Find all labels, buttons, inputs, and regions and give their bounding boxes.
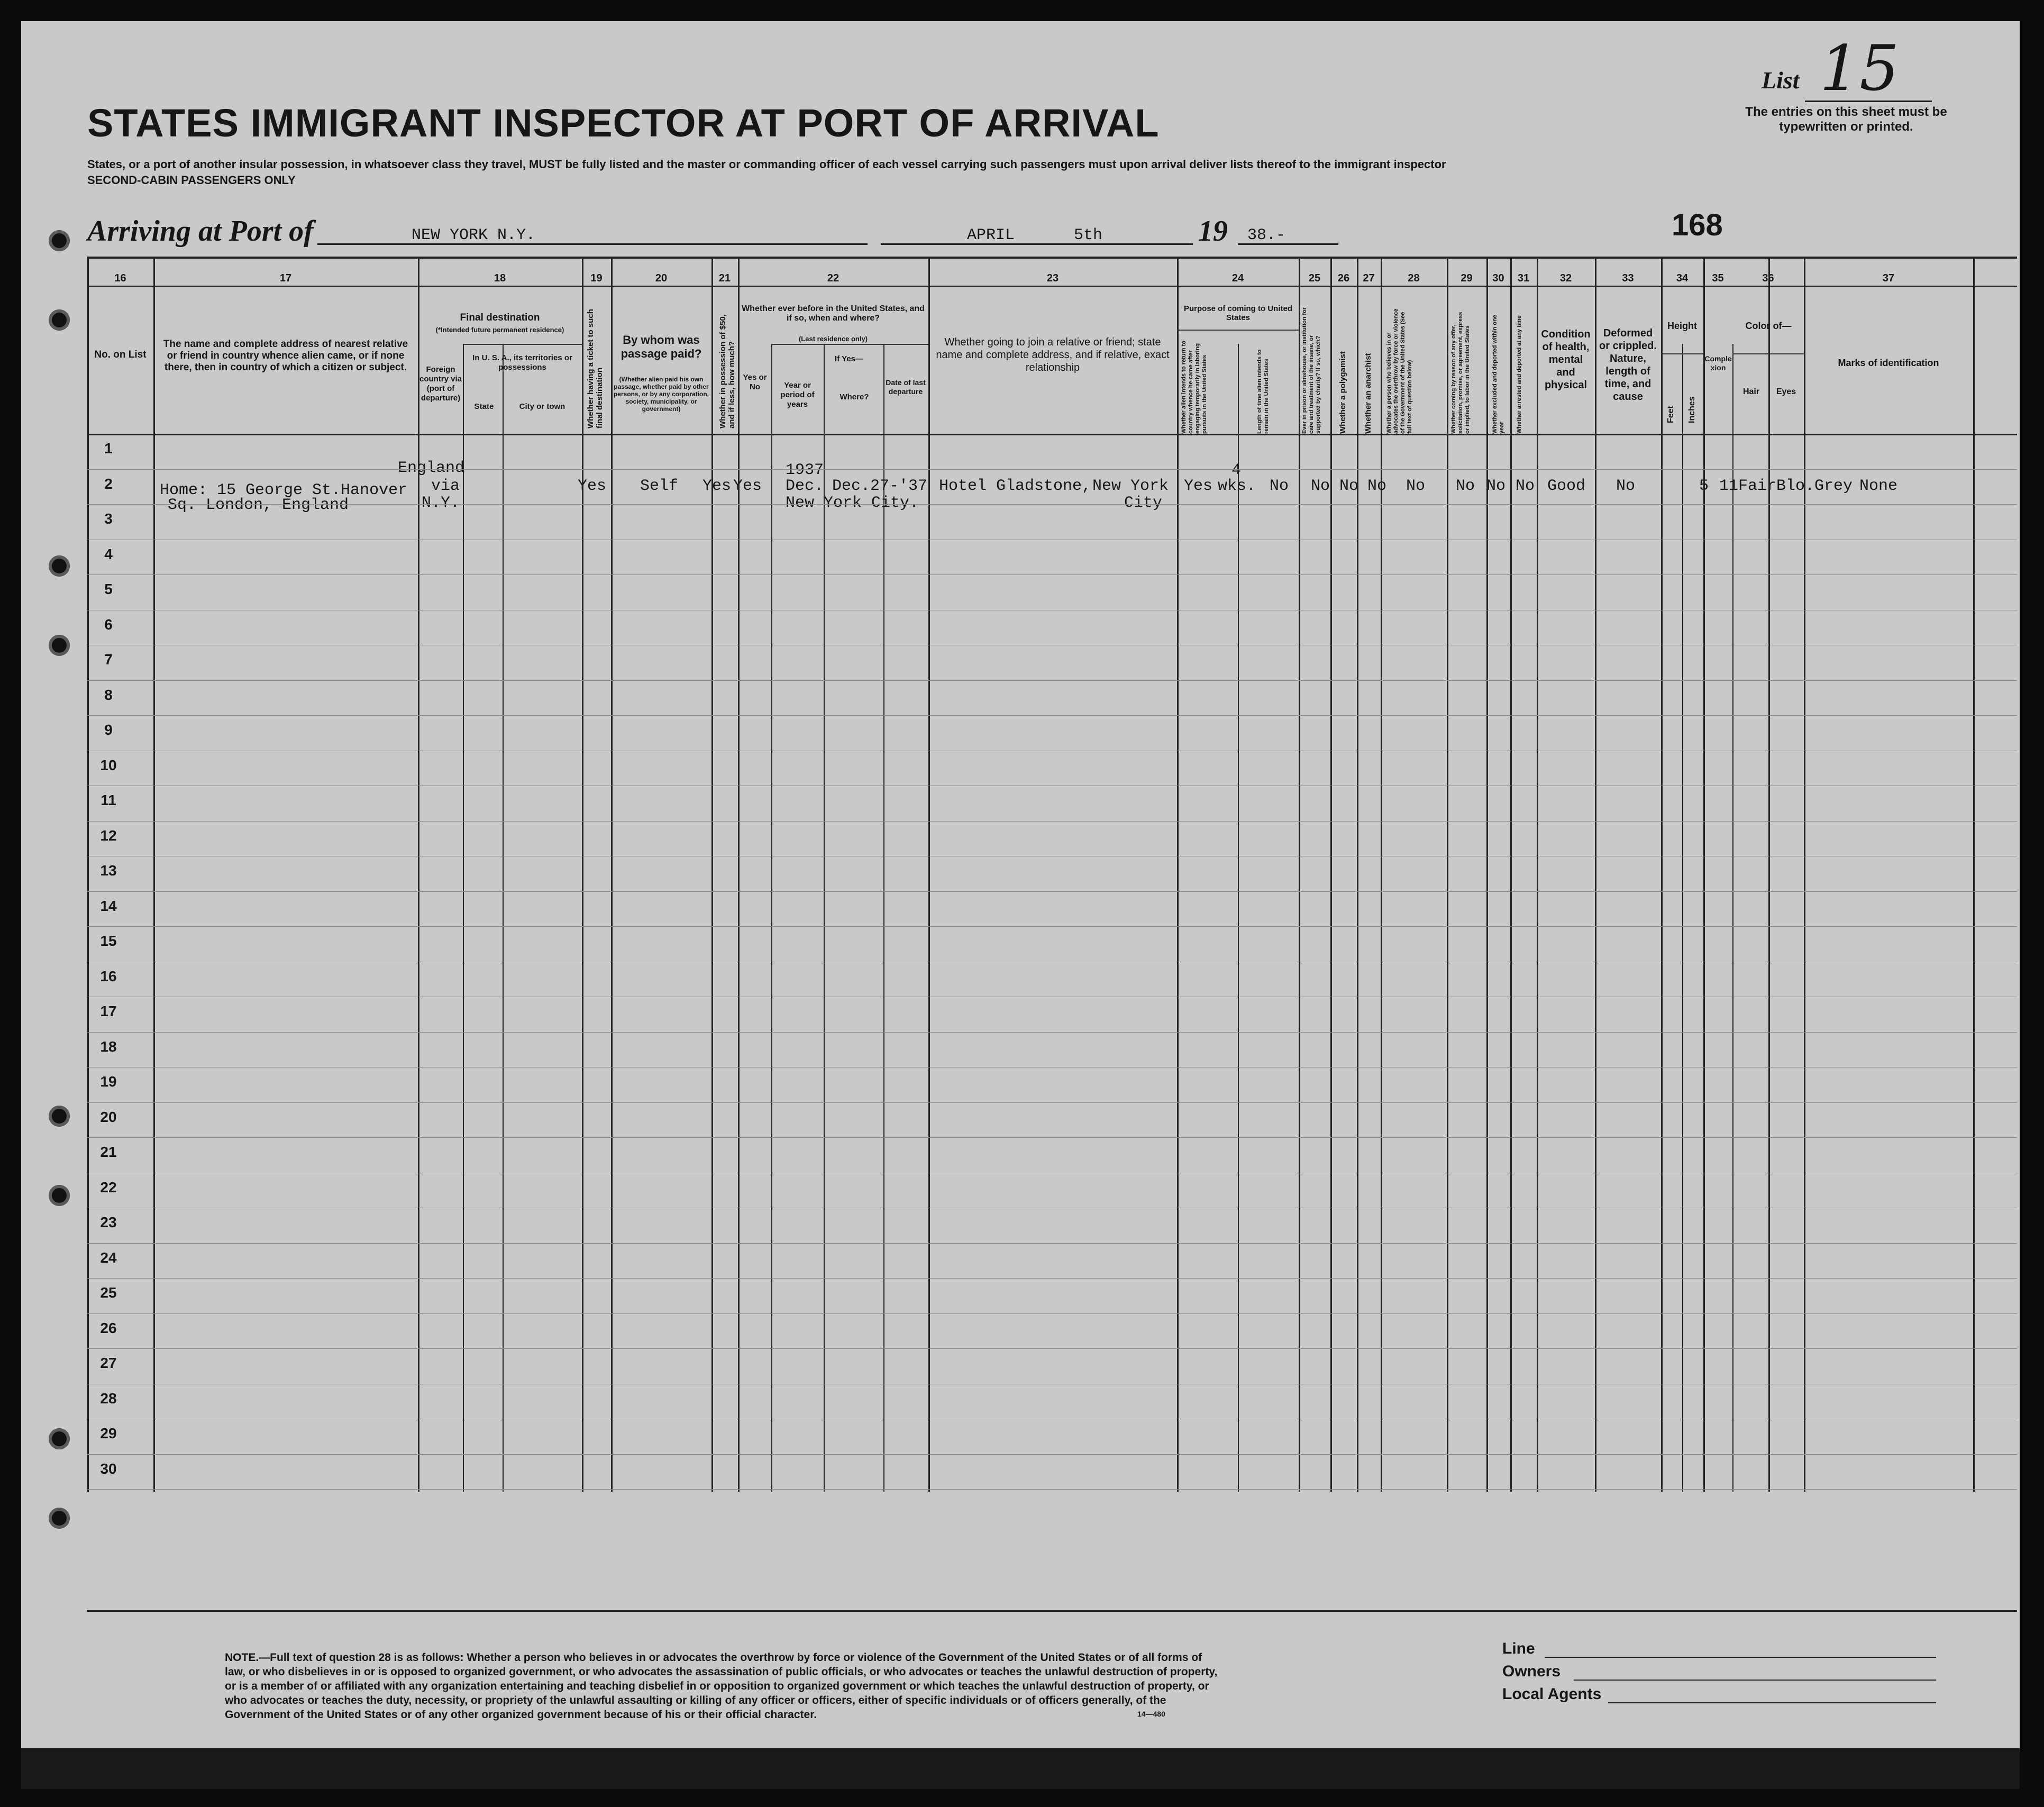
header-hair: Hair bbox=[1742, 387, 1760, 396]
footer-line-label: Line bbox=[1502, 1640, 1535, 1657]
colnum-33: 33 bbox=[1622, 272, 1634, 284]
row-number: 28 bbox=[100, 1390, 117, 1407]
row-number: 3 bbox=[104, 510, 113, 527]
colnum-25: 25 bbox=[1308, 272, 1321, 284]
header-eyes: Eyes bbox=[1776, 387, 1796, 396]
header-height: Height bbox=[1667, 321, 1697, 331]
colnum-27: 27 bbox=[1363, 272, 1375, 284]
row-divider bbox=[87, 286, 2017, 287]
column-divider bbox=[738, 257, 740, 1492]
binder-hole-icon bbox=[49, 1106, 70, 1127]
header-date-departure: Date of last departure bbox=[886, 378, 926, 396]
month-value: APRIL bbox=[967, 226, 1015, 244]
colnum-37: 37 bbox=[1882, 272, 1895, 284]
colnum-19: 19 bbox=[590, 272, 603, 284]
header-final-destination: Final destination bbox=[460, 312, 540, 323]
entry-where: New York City. bbox=[786, 494, 919, 512]
entry-passage-paid: Self bbox=[640, 477, 679, 495]
footer-agents-label: Local Agents bbox=[1502, 1685, 1602, 1703]
date-underline bbox=[881, 243, 1193, 245]
row-number: 12 bbox=[100, 827, 117, 844]
footer-line-underline bbox=[1545, 1657, 1936, 1658]
header-feet: Feet bbox=[1666, 406, 1675, 423]
entry-period-year: 1937 bbox=[786, 461, 824, 479]
entry-stay-top: 4 bbox=[1231, 461, 1242, 479]
subtitle-line1: States, or a port of another insular possession, in whatsoever class they travel, MUST be fully listed and the master or commanding officer of each vessel carrying such passengers must upon arrival deliver lists thereof to the immigrant inspector bbox=[87, 158, 1446, 171]
header-polygamist: Whether a polygamist bbox=[1338, 351, 1347, 434]
row-divider bbox=[87, 821, 2017, 822]
binder-hole-icon bbox=[49, 635, 70, 656]
row-number: 15 bbox=[100, 933, 117, 949]
header-where: Where? bbox=[840, 393, 869, 401]
row-number: 19 bbox=[100, 1073, 117, 1090]
header-health: Condition of health, mental and physical bbox=[1541, 328, 1591, 391]
row-number: 5 bbox=[104, 581, 113, 597]
form-code: 14—480 bbox=[1137, 1710, 1165, 1718]
sheet-number: 168 bbox=[1672, 208, 1723, 242]
colnum-32: 32 bbox=[1559, 272, 1572, 284]
row-divider bbox=[771, 344, 928, 345]
binder-hole-icon bbox=[49, 230, 70, 251]
list-label: List bbox=[1762, 67, 1800, 94]
column-divider bbox=[1510, 257, 1512, 1492]
row-divider bbox=[87, 891, 2017, 892]
row-number: 4 bbox=[104, 545, 113, 562]
row-number: 9 bbox=[104, 722, 113, 738]
row-divider bbox=[87, 715, 2017, 716]
header-ticket: Whether having a ticket to such final destination bbox=[586, 309, 604, 428]
port-value: NEW YORK N.Y. bbox=[412, 226, 536, 244]
row-divider bbox=[87, 504, 2017, 505]
colnum-29: 29 bbox=[1461, 272, 1473, 284]
entry-deformed: No bbox=[1616, 477, 1636, 495]
row-number: 1 bbox=[104, 440, 113, 457]
header-passage-paid-note: (Whether alien paid his own passage, whether paid by other persons, or by any corporation, society, municipality, or government) bbox=[613, 376, 709, 413]
entry-date-departure: Dec.27-'37 bbox=[832, 477, 928, 495]
column-divider bbox=[418, 257, 419, 1492]
arriving-label: Arriving at Port of bbox=[87, 215, 314, 248]
header-if-yes: If Yes— bbox=[835, 354, 863, 363]
header-period: Year or period of years bbox=[780, 381, 815, 409]
row-number: 14 bbox=[100, 897, 117, 914]
entry-c27: No bbox=[1339, 477, 1359, 495]
header-inches: Inches bbox=[1687, 396, 1696, 423]
header-final-destination-note: (*Intended future permanent residence) bbox=[435, 326, 564, 334]
entry-period-month: Dec. bbox=[786, 477, 824, 495]
colnum-20: 20 bbox=[655, 272, 668, 284]
entry-fifty-dollars: Yes bbox=[702, 477, 732, 495]
column-divider bbox=[928, 257, 930, 1492]
row-number: 6 bbox=[104, 616, 113, 633]
entry-joining-line3: City bbox=[1124, 494, 1163, 512]
colnum-30: 30 bbox=[1492, 272, 1504, 284]
entry-c28: No bbox=[1367, 477, 1387, 495]
entry-inches: 11 bbox=[1719, 477, 1739, 495]
header-length-stay: Length of time alien intends to remain in the United States bbox=[1256, 349, 1270, 434]
column-divider bbox=[1330, 257, 1332, 1492]
column-divider bbox=[1486, 257, 1488, 1492]
header-arrested: Whether arrested and deported at any time bbox=[1516, 315, 1522, 434]
entry-via-port: N.Y. bbox=[422, 494, 460, 512]
row-number: 23 bbox=[100, 1214, 117, 1230]
entry-joining-line1: Hotel Gladstone, bbox=[939, 477, 1092, 495]
row-number: 24 bbox=[100, 1249, 117, 1266]
header-excluded: Whether excluded and deported within one year bbox=[1492, 315, 1505, 434]
header-purpose: Purpose of coming to United States bbox=[1184, 304, 1292, 322]
column-divider bbox=[463, 344, 464, 1492]
manifest-table bbox=[87, 257, 2017, 1612]
entry-health: Good bbox=[1547, 477, 1586, 495]
row-divider bbox=[87, 1313, 2017, 1314]
row-number: 25 bbox=[100, 1284, 117, 1301]
column-divider bbox=[1177, 257, 1179, 1492]
column-divider bbox=[1661, 257, 1663, 1492]
entry-c26: No bbox=[1311, 477, 1330, 495]
entry-c31: No bbox=[1486, 477, 1506, 495]
row-divider bbox=[87, 574, 2017, 575]
colnum-28: 28 bbox=[1408, 272, 1420, 284]
column-divider bbox=[1299, 257, 1300, 1492]
row-number: 30 bbox=[100, 1460, 117, 1477]
colnum-21: 21 bbox=[718, 272, 731, 284]
colnum-17: 17 bbox=[279, 272, 292, 284]
entry-foreign-country: England bbox=[398, 459, 465, 477]
subtitle-line2: SECOND-CABIN PASSENGERS ONLY bbox=[87, 174, 296, 187]
binder-hole-icon bbox=[49, 309, 70, 331]
colnum-36: 36 bbox=[1762, 272, 1774, 284]
header-deformed: Deformed or crippled. Nature, length of time, and cause bbox=[1599, 327, 1657, 403]
colnum-34: 34 bbox=[1676, 272, 1689, 284]
column-divider bbox=[824, 344, 825, 1492]
entries-note: The entries on this sheet must be typewritten or printed. bbox=[1745, 105, 1947, 134]
header-color: Color of— bbox=[1745, 321, 1792, 331]
column-divider bbox=[1238, 344, 1239, 1492]
header-no-on-list: No. on List bbox=[94, 349, 147, 360]
header-passage-paid: By whom was passage paid? bbox=[620, 333, 702, 360]
year-prefix: 19 bbox=[1198, 215, 1228, 248]
entry-return: Yes bbox=[1184, 477, 1213, 495]
row-divider bbox=[87, 1489, 2017, 1490]
colnum-16: 16 bbox=[114, 272, 126, 284]
row-divider bbox=[87, 1032, 2017, 1033]
entry-via: via bbox=[431, 477, 460, 495]
row-divider bbox=[87, 1137, 2017, 1138]
entry-relative-line2: Sq. London, England bbox=[168, 496, 349, 514]
row-number: 13 bbox=[100, 862, 117, 879]
manifest-sheet bbox=[21, 21, 2020, 1789]
row-divider bbox=[1661, 353, 1703, 354]
footer-owners-label: Owners bbox=[1502, 1663, 1561, 1680]
header-nearest-relative: The name and complete address of nearest relative or friend in country whence alien came, or if none there, then in country of which a citizen or subject. bbox=[163, 339, 408, 373]
entry-marks: None bbox=[1859, 477, 1898, 495]
row-number: 11 bbox=[101, 792, 116, 808]
row-divider bbox=[463, 344, 582, 345]
port-underline bbox=[317, 243, 868, 245]
row-number: 22 bbox=[100, 1179, 117, 1195]
binder-hole-icon bbox=[49, 1508, 70, 1529]
header-joining: Whether going to join a relative or friend; state name and complete address, and if relative, exact relationship bbox=[936, 336, 1170, 373]
entry-feet: 5 bbox=[1699, 477, 1709, 495]
header-complexion: Complexion bbox=[1704, 354, 1732, 372]
binder-hole-icon bbox=[49, 1428, 70, 1449]
row-divider bbox=[87, 680, 2017, 681]
entry-hair: Blo. bbox=[1776, 477, 1815, 495]
row-number: 18 bbox=[100, 1038, 117, 1055]
binder-hole-icon bbox=[49, 555, 70, 577]
column-divider bbox=[1682, 344, 1683, 1492]
row-number: 20 bbox=[100, 1108, 117, 1125]
entry-relative-line1: Home: 15 George St.Hanover bbox=[160, 481, 408, 499]
header-fifty-dollars: Whether in possession of $50, and if less, how much? bbox=[718, 314, 736, 428]
row-divider bbox=[87, 1348, 2017, 1349]
entry-joining-line2: New York bbox=[1092, 477, 1169, 495]
colnum-18: 18 bbox=[494, 272, 506, 284]
colnum-26: 26 bbox=[1337, 272, 1350, 284]
row-divider bbox=[87, 1102, 2017, 1103]
row-number: 17 bbox=[100, 1003, 117, 1019]
column-divider bbox=[883, 344, 884, 1492]
row-divider bbox=[87, 1278, 2017, 1279]
row-number: 7 bbox=[104, 651, 113, 668]
entry-c25: No bbox=[1270, 477, 1289, 495]
entry-stay-bottom: wks. bbox=[1218, 477, 1256, 495]
page-bottom-edge bbox=[21, 1748, 2020, 1789]
header-ever-before: Whether ever before in the United States, and if so, when and where? bbox=[742, 304, 925, 323]
header-prison: Ever in prison or almshouse, or institution for care and treatment of the insane, or supported by charity? If so, which? bbox=[1301, 307, 1321, 434]
header-yes-no: Yes or No bbox=[743, 373, 767, 391]
entry-complexion: Fair bbox=[1738, 477, 1777, 495]
entry-ever-before: Yes bbox=[733, 477, 762, 495]
row-divider bbox=[87, 1454, 2017, 1455]
column-divider bbox=[1447, 257, 1448, 1492]
list-number: 15 bbox=[1820, 32, 1900, 105]
day-value: 5th bbox=[1074, 226, 1103, 244]
row-number: 27 bbox=[100, 1355, 117, 1371]
header-overthrow: Whether a person who believes in or advocates the overthrow by force or violence of the Government of the United States (See full text of question below) bbox=[1386, 308, 1413, 434]
row-divider bbox=[87, 469, 2017, 470]
row-divider bbox=[87, 434, 2017, 435]
page-title: STATES IMMIGRANT INSPECTOR AT PORT OF ARRIVAL bbox=[87, 101, 1160, 145]
row-divider bbox=[87, 926, 2017, 927]
header-state: State bbox=[474, 402, 494, 411]
colnum-35: 35 bbox=[1712, 272, 1724, 284]
column-divider bbox=[1381, 257, 1382, 1492]
entry-c30: No bbox=[1456, 477, 1475, 495]
footer-owners-underline bbox=[1574, 1680, 1936, 1681]
colnum-23: 23 bbox=[1046, 272, 1059, 284]
row-number: 26 bbox=[100, 1319, 117, 1336]
column-divider bbox=[1357, 257, 1358, 1492]
entry-eyes: Grey bbox=[1814, 477, 1853, 495]
row-divider bbox=[1177, 330, 1299, 331]
column-divider bbox=[153, 257, 155, 1492]
column-divider bbox=[1768, 257, 1770, 1492]
header-labor-offer: Whether coming by reason of any offer, solicitation, promise, or agreement, express or implied, to labor in the United States bbox=[1450, 312, 1471, 434]
entry-c32: No bbox=[1516, 477, 1535, 495]
colnum-31: 31 bbox=[1517, 272, 1530, 284]
list-number-underline bbox=[1805, 101, 1932, 102]
year-underline bbox=[1238, 243, 1338, 245]
header-anarchist: Whether an anarchist bbox=[1364, 353, 1373, 434]
column-divider bbox=[611, 257, 613, 1492]
row-number: 16 bbox=[100, 968, 117, 984]
row-divider bbox=[87, 1243, 2017, 1244]
row-number: 8 bbox=[104, 686, 113, 703]
header-usa: In U. S. A., its territories or possessions bbox=[472, 353, 572, 372]
header-marks: Marks of identification bbox=[1838, 358, 1939, 368]
header-foreign-country: Foreign country via (port of departure) bbox=[419, 365, 462, 403]
binder-hole-icon bbox=[49, 1185, 70, 1206]
column-divider bbox=[503, 344, 504, 1492]
footer-agents-underline bbox=[1608, 1702, 1936, 1703]
column-divider bbox=[1973, 257, 1975, 1492]
column-divider bbox=[711, 257, 713, 1492]
colnum-22: 22 bbox=[827, 272, 840, 284]
column-divider bbox=[1804, 257, 1805, 1492]
row-number: 10 bbox=[100, 756, 117, 773]
column-divider bbox=[771, 344, 772, 1492]
column-divider bbox=[1703, 257, 1705, 1492]
year-value: 38.- bbox=[1247, 226, 1286, 244]
row-divider bbox=[1732, 353, 1804, 354]
column-divider bbox=[582, 257, 583, 1492]
entry-ticket: Yes bbox=[578, 477, 607, 495]
question-28-note: NOTE.—Full text of question 28 is as follows: Whether a person who believes in or advocates the overthrow by force or violence of the Government of the United States or of all forms of law, or who disbelieves in or is opposed to organized government, or who advocates the assassination of public officials, or who advocates or teaches the unlawful destruction of property, or is a member of or affiliated with any organization entertaining and teaching disbelief in or opposition to organized government or which teaches the unlawful destruction of property, or who advocates or teaches the duty, necessity, or propriety of the unlawful assaulting or killing of any officer or officers, either of specific individuals or of officers generally, of the Government of the United States or of any other organized government because of his or their official character. bbox=[225, 1651, 1218, 1721]
header-city: City or town bbox=[519, 402, 565, 411]
row-number: 2 bbox=[104, 475, 113, 492]
row-number: 21 bbox=[100, 1144, 117, 1160]
column-divider bbox=[1537, 257, 1538, 1492]
header-ever-before-note: (Last residence only) bbox=[798, 335, 868, 343]
column-divider bbox=[1595, 257, 1596, 1492]
colnum-24: 24 bbox=[1231, 272, 1244, 284]
entry-c29: No bbox=[1406, 477, 1426, 495]
header-return-intent: Whether alien intends to return to country whence he came after engaging temporarily in laboring pursuits in the United States bbox=[1181, 340, 1208, 434]
row-number: 29 bbox=[100, 1425, 117, 1441]
column-divider bbox=[1732, 344, 1733, 1492]
